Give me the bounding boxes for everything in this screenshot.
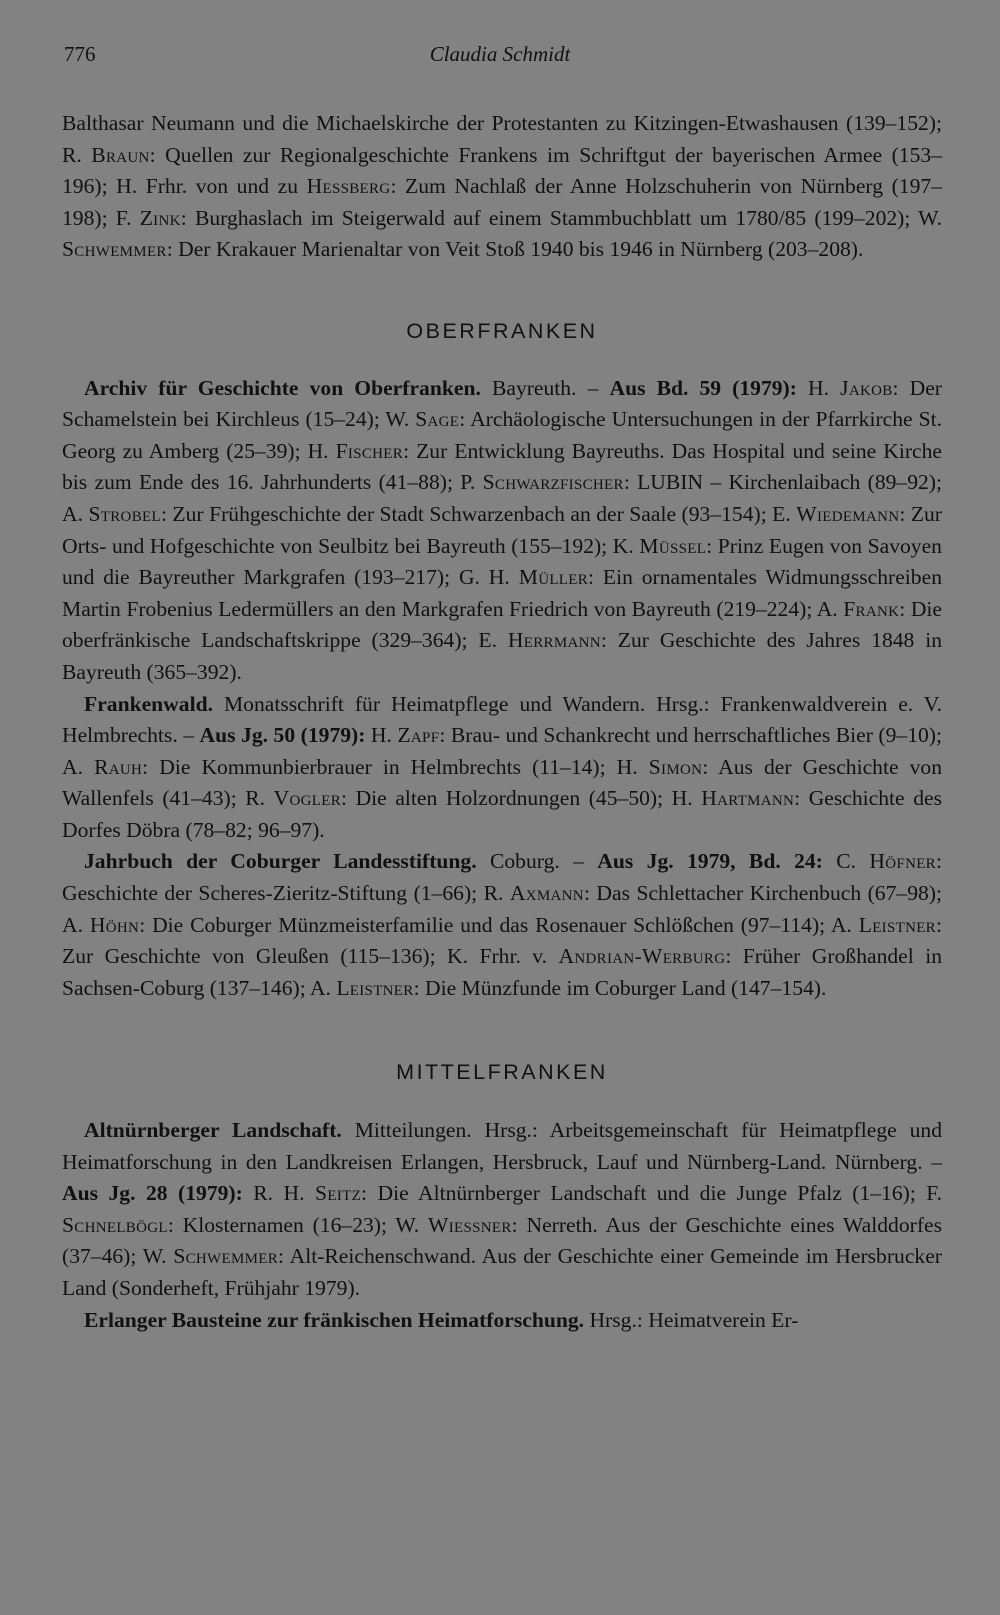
author-name: Zink bbox=[139, 205, 181, 230]
text-run: : Der Schamelstein bei Kirchleus (15–24); W. bbox=[62, 375, 942, 432]
bold-title: Aus Jg. 1979, Bd. 24: bbox=[597, 849, 823, 874]
running-title: Claudia Schmidt bbox=[429, 42, 571, 66]
text-run: : Ein ornamentales Widmungsschreiben Martin Frobenius Ledermüllers an den Markgrafen Friedrich von Bayreuth (219–224); A. bbox=[62, 565, 942, 621]
text-run: : Der Krakauer Marienaltar von Veit Stoß 1940 bis 1946 in Nürnberg (203–208). bbox=[166, 237, 864, 262]
bold-title: Jahrbuch der Coburger Landesstiftung. bbox=[84, 849, 477, 874]
author-name: Schwarzfischer bbox=[482, 470, 624, 495]
author-name: Vogler bbox=[273, 786, 342, 811]
text-run: : Zur Geschichte von Gleußen (115–136); K. Frhr. v. bbox=[62, 912, 942, 969]
text-run: : Die Münzfunde im Coburger Land (147–154). bbox=[413, 975, 827, 1000]
author-name: Hartmann bbox=[701, 786, 795, 811]
section-heading-oberfranken: OBERFRANKEN bbox=[406, 318, 598, 343]
text-run: : Klosternamen (16–23); W. bbox=[167, 1212, 429, 1237]
text-run: C. bbox=[822, 849, 870, 874]
author-name: Braun bbox=[91, 142, 150, 167]
section-mittelfranken bbox=[62, 1115, 942, 1336]
author-name: Seitz bbox=[315, 1181, 362, 1206]
text-run: Mitteilungen. Hrsg.: Arbeitsgemeinschaft für Heimatpflege und Heimatforschung in den Landkreisen Erlangen, Hersbruck, Lauf und Nürnberg-Land. Nürnberg. – bbox=[62, 1118, 942, 1174]
bold-title: Archiv für Geschichte von Oberfranken. bbox=[84, 375, 481, 400]
author-name: Höhn bbox=[89, 912, 140, 937]
bibliography-entry bbox=[62, 373, 942, 689]
author-name: Jakob bbox=[840, 375, 893, 400]
bibliography-entry bbox=[62, 689, 942, 847]
text-run: : Quellen zur Regionalgeschichte Frankens im Schriftgut der bayerischen Armee (153–196); H. Frhr. von und zu bbox=[62, 142, 942, 199]
text-run: : Die Altnürnberger Landschaft und die Junge Pfalz (1–16); F. bbox=[361, 1181, 942, 1206]
text-run: : Zur Geschichte des Jahres 1848 in Bayreuth (365–392). bbox=[62, 628, 943, 684]
text-run: : Die Kommunbierbrauer in Helmbrechts (11–14); H. bbox=[142, 754, 649, 779]
text-run: Monatsschrift für Heimatpflege und Wandern. Hrsg.: Frankenwaldverein e. V. Helmbrechts. – bbox=[62, 691, 942, 748]
author-name: Schnelbögl bbox=[62, 1212, 168, 1237]
text-run: : Zur Entwicklung Bayreuths. Das Hospital und seine Kirche bis zum Ende des 16. Jahrhunderts (41–88); P. bbox=[62, 438, 942, 495]
author-name: Höfner bbox=[869, 849, 936, 874]
author-name: Wiessner bbox=[428, 1212, 512, 1237]
text-run: : LUBIN – Kirchenlaibach (89–92); A. bbox=[62, 470, 943, 526]
body-text bbox=[62, 108, 942, 1336]
author-name: Leistner bbox=[336, 975, 414, 1000]
text-run: : Aus der Geschichte von Wallenfels (41–43); R. bbox=[62, 754, 942, 811]
text-run: : Geschichte des Dorfes Döbra (78–82; 96–97). bbox=[62, 786, 942, 842]
text-run: Hrsg.: Heimatverein Er- bbox=[584, 1307, 799, 1332]
author-name: Schwemmer bbox=[173, 1244, 279, 1269]
author-name: Fischer bbox=[335, 438, 404, 463]
text-run: : Die oberfränkische Landschaftskrippe (329–364); E. bbox=[62, 596, 942, 653]
page-number: 776 bbox=[64, 42, 96, 66]
text-run: Balthasar Neumann und die Michaelskirche der Protestanten zu Kitzingen-Etwashausen (139–152); R. bbox=[62, 111, 942, 167]
bold-title: Aus Jg. 28 (1979): bbox=[62, 1181, 243, 1206]
text-run: : Prinz Eugen von Savoyen und die Bayreuther Markgrafen (193–217); G. H. bbox=[62, 533, 942, 590]
running-head bbox=[64, 42, 936, 72]
text-run: : Brau- und Schankrecht und herrschaftliches Bier (9–10); A. bbox=[62, 723, 942, 779]
author-name: Wiedemann bbox=[796, 501, 900, 526]
text-run: : Die alten Holzordnungen (45–50); H. bbox=[341, 786, 702, 811]
bibliography-entry bbox=[62, 846, 942, 1004]
text-run: : Zur Orts- und Hofgeschichte von Seulbitz bei Bayreuth (155–192); K. bbox=[62, 501, 943, 558]
text-run: : Archäologische Untersuchungen in der Pfarrkirche St. Georg zu Amberg (25–39); H. bbox=[62, 407, 942, 463]
bold-title: Erlanger Bausteine zur fränkischen Heimatforschung. bbox=[84, 1307, 585, 1332]
author-name: Müssel bbox=[639, 533, 707, 558]
text-run: : Nerreth. Aus der Geschichte eines Walddorfes (37–46); W. bbox=[62, 1212, 942, 1269]
bold-title: Frankenwald. bbox=[84, 691, 213, 716]
author-name: Andrian-Werburg bbox=[558, 944, 726, 969]
text-run: : Geschichte der Scheres-Zieritz-Stiftung (1–66); R. bbox=[62, 849, 942, 906]
author-name: Frank bbox=[843, 596, 900, 621]
author-name: Herrmann bbox=[507, 628, 601, 653]
author-name: Leistner bbox=[858, 912, 936, 937]
author-name: Sage bbox=[415, 407, 460, 432]
section-heading-mittelfranken: MITTELFRANKEN bbox=[396, 1060, 608, 1085]
author-name: Axmann bbox=[509, 881, 584, 906]
section-oberfranken bbox=[62, 373, 942, 1005]
author-name: Strobel bbox=[88, 501, 161, 526]
text-run: H. bbox=[796, 375, 841, 400]
text-run: : Burghaslach im Steigerwald auf einem Stammbuchblatt um 1780/85 (199–202); W. bbox=[180, 205, 942, 230]
text-run: : Alt-Reichenschwand. Aus der Geschichte einer Gemeinde im Hersbrucker Land (Sonderheft, Frühjahr 1979). bbox=[62, 1244, 942, 1300]
text-run: : Zur Frühgeschichte der Stadt Schwarzenbach an der Saale (93–154); E. bbox=[160, 501, 797, 526]
author-name: Hessberg bbox=[306, 174, 391, 199]
text-run: : Zum Nachlaß der Anne Holzschuherin von Nürnberg (197–198); F. bbox=[62, 174, 942, 230]
text-run: H. bbox=[365, 723, 398, 748]
intro-paragraph bbox=[62, 108, 942, 266]
text-run: : Die Coburger Münzmeisterfamilie und das Rosenauer Schlößchen (97–114); A. bbox=[139, 912, 859, 937]
text-run: R. H. bbox=[242, 1181, 316, 1206]
text-run: : Das Schlettacher Kirchenbuch (67–98); A. bbox=[62, 881, 942, 937]
bold-title: Altnürnberger Landschaft. bbox=[84, 1118, 342, 1143]
bibliography-entry bbox=[62, 1115, 942, 1305]
text-run: Bayreuth. – bbox=[480, 375, 610, 400]
text-run: : Früher Großhandel in Sachsen-Coburg (137–146); A. bbox=[62, 944, 942, 1000]
text-run: Coburg. – bbox=[476, 849, 598, 874]
author-name: Simon bbox=[648, 754, 703, 779]
author-name: Zapf bbox=[397, 723, 440, 748]
author-name: Müller bbox=[518, 565, 589, 590]
bibliography-entry bbox=[62, 1305, 942, 1337]
author-name: Schwemmer bbox=[62, 237, 167, 262]
author-name: Rauh bbox=[94, 754, 143, 779]
bold-title: Aus Jg. 50 (1979): bbox=[199, 723, 366, 748]
bold-title: Aus Bd. 59 (1979): bbox=[609, 375, 797, 400]
